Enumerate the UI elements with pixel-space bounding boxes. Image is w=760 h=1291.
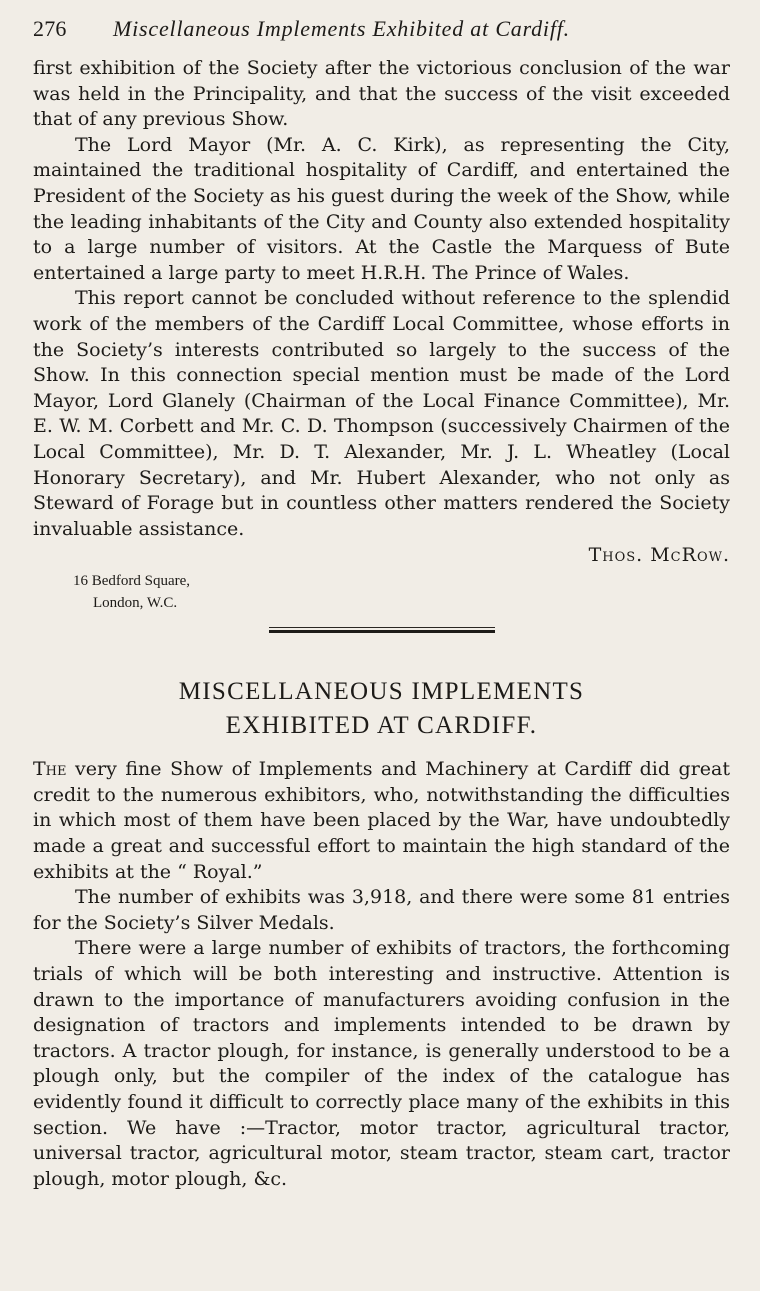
- article-paragraph-intro: [33, 757, 730, 885]
- divider-rule: [269, 627, 495, 633]
- section-title-line-1: MISCELLANEOUS IMPLEMENTS: [178, 678, 585, 706]
- article-paragraph-tractors: There were a large number of exhibits of tractors, the forthcoming trials of which will be both interesting and instructive. Attention is drawn to the importance of manufacturers avoiding confusion in the designation of tractors and implements intended to be drawn by tractors. A tractor plough, for instance, is generally understood to be a plough only, but the compiler of the index of the catalogue has evidently found it difficult to correctly place many of the exhibits in this section. We have :—Tractor, motor tractor, agricultural tractor, universal tractor, agricultural motor, steam tractor, steam cart, tractor plough, motor plough, &c.: [33, 937, 730, 1190]
- running-title: Miscellaneous Implements Exhibited at Cardiff.: [113, 16, 570, 41]
- intro-text: very fine Show of Implements and Machinery at Cardiff did great credit to the numerous exhibitors, who, notwithstanding the difficulties in which most of them have been placed by the War, have undoubtedly made a great and successful effort to maintain the high standard of the exhibits at the “ Royal.”: [33, 758, 730, 883]
- page-number: 276: [33, 16, 67, 41]
- report-conclusion: [33, 56, 730, 542]
- signature: Thos. McRow.: [588, 544, 730, 567]
- address: [73, 570, 730, 614]
- report-paragraph-acknowledgements: This report cannot be concluded without reference to the splendid work of the members of the Cardiff Local Committee, whose efforts in the Society’s interests contributed so largely to the success of the Show. In this connection special mention must be made of the Lord Mayor, Lord Glanely (Chairman of the Local Finance Committee), Mr. E. W. M. Corbett and Mr. C. D. Thompson (successively Chairmen of the Local Committee), Mr. D. T. Alexander, Mr. J. L. Wheatley (Local Honorary Secretary), and Mr. Hubert Alexander, who not only as Steward of Forage but in countless other matters rendered the Society invaluable assistance.: [33, 287, 730, 540]
- report-paragraph-continued: first exhibition of the Society after the victorious conclusion of the war was held in the Principality, and that the success of the visit exceeded that of any previous Show.: [33, 57, 730, 131]
- section-title: [33, 675, 730, 743]
- section-divider: [33, 627, 730, 641]
- address-line-1: 16 Bedford Square,: [73, 573, 191, 590]
- section-title-line-2: EXHIBITED AT CARDIFF.: [225, 712, 538, 740]
- lead-word: The: [33, 758, 67, 781]
- article-body: [33, 757, 730, 1192]
- report-paragraph-lord-mayor: The Lord Mayor (Mr. A. C. Kirk), as representing the City, maintained the traditional hospitality of Cardiff, and entertained the President of the Society as his guest during the week of the Show, while the leading inhabitants of the City and County also extended hospitality to a large number of visitors. At the Castle the Marquess of Bute entertained a large party to meet H.R.H. The Prince of Wales.: [33, 133, 730, 284]
- address-line-2: London, W.C.: [93, 595, 178, 612]
- article-paragraph-exhibits: The number of exhibits was 3,918, and there were some 81 entries for the Society’s Silver Medals.: [33, 886, 730, 934]
- running-head: [33, 16, 730, 56]
